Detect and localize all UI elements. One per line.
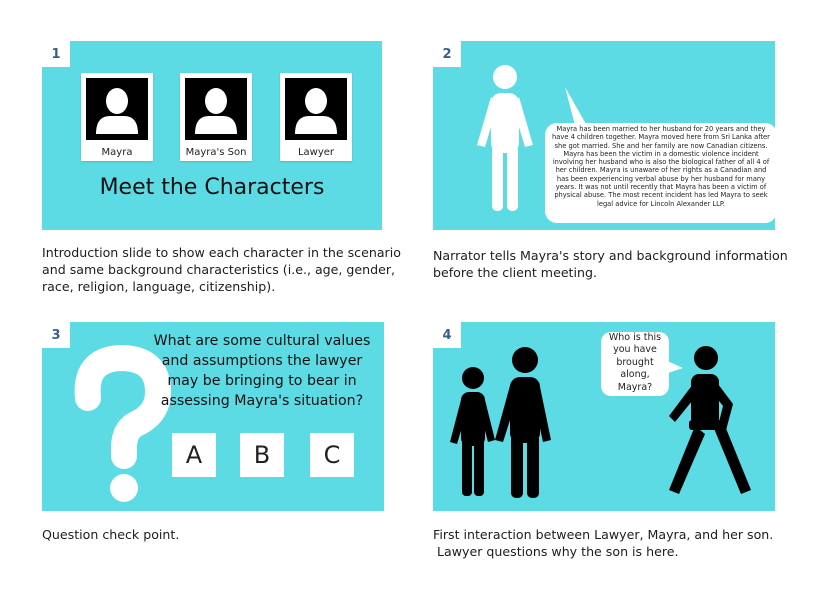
caption-line: Question check point. — [42, 527, 180, 542]
character-card-mayra — [81, 73, 153, 161]
person-silhouette-icon — [285, 78, 347, 140]
choice-b-button[interactable]: B — [240, 433, 284, 477]
question-text: What are some cultural values and assumptions the lawyer may be bringing to bear in assessing Mayra's situation? — [153, 333, 371, 409]
caption-line: Narrator tells Mayra's story and background information — [433, 248, 788, 263]
choice-c-button[interactable]: C — [310, 433, 354, 477]
caption-line: and same background characteristics (i.e., age, gender, — [42, 262, 396, 277]
narrator-story-text: Mayra has been married to her husband for 20 years and they have 4 children together. Mayra moved here from Sri Lanka after she got married. She and her family are now Canadian citizens. Mayra has been the victim in a domestic violence incident involving her husband who is also the biological father of all 4 of her children. Mayra is unaware of her rights as a Canadian and has been experiencing verbal abuse by her husband for many years. It was not until recently that Mayra has been a victim of physical abuse. The most recent incident has led Mayra to seek legal advice for Lincoln Alexander LLP. — [552, 125, 770, 208]
storyboard-panel-1 — [42, 41, 382, 230]
caption-line: Lawyer questions why the son is here. — [433, 544, 679, 559]
person-silhouette-icon — [185, 78, 247, 140]
panel-number: 2 — [433, 41, 461, 67]
character-name: Mayra's Son — [185, 147, 247, 158]
person-silhouette-icon — [86, 78, 148, 140]
caption-line: First interaction between Lawyer, Mayra, and her son. — [433, 527, 774, 542]
character-card-lawyer — [280, 73, 352, 161]
panel-title: Meet the Characters — [99, 175, 325, 200]
panel-number: 4 — [433, 322, 461, 348]
caption-line: race, religion, language, citizenship). — [42, 279, 276, 294]
storyboard-panel-3 — [42, 322, 384, 511]
panel-4-caption — [433, 526, 803, 560]
narrator-figure-icon — [477, 65, 533, 211]
character-card-son — [180, 73, 252, 161]
character-name: Lawyer — [297, 147, 335, 158]
caption-line: before the client meeting. — [433, 265, 597, 280]
panel-number: 1 — [42, 41, 70, 67]
panel-number: 3 — [42, 322, 70, 348]
character-name: Mayra — [101, 147, 133, 158]
lawyer-speech-text: Who is this you have brought along, Mayra? — [608, 331, 662, 393]
caption-line: Introduction slide to show each character in the scenario — [42, 245, 401, 260]
storyboard-panel-2 — [433, 41, 775, 230]
panel-2-caption — [433, 247, 793, 281]
panel-1-caption — [42, 244, 402, 295]
mayra-figure-icon — [450, 367, 495, 496]
choice-a-button[interactable]: A — [172, 433, 216, 477]
panel-3-caption — [42, 526, 402, 543]
son-figure-icon — [495, 347, 551, 498]
storyboard-panel-4 — [433, 322, 775, 511]
